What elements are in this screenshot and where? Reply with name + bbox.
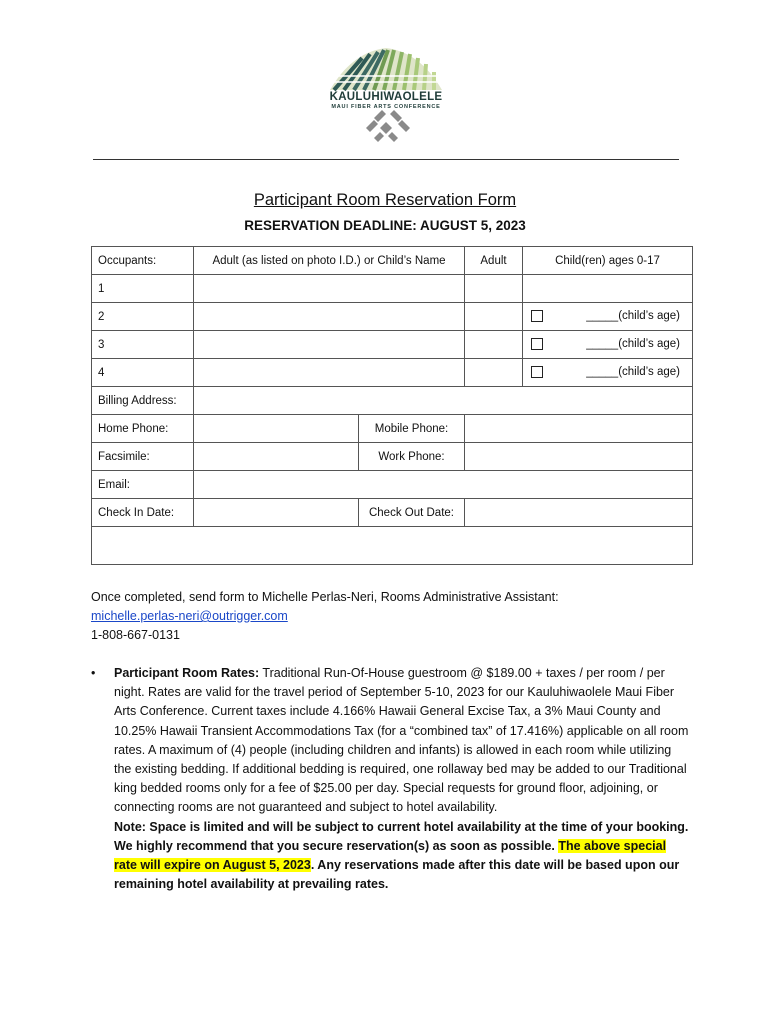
child-checkbox[interactable] — [531, 310, 543, 322]
check-in-label: Check In Date: — [92, 499, 194, 527]
adult-field[interactable] — [465, 359, 523, 387]
form-title: Participant Room Reservation Form — [253, 191, 517, 209]
home-phone-cell — [194, 415, 465, 443]
occupant-row-1 — [92, 275, 693, 303]
occupant-name-field[interactable] — [194, 275, 465, 303]
phone-row — [92, 415, 693, 443]
weave-pattern-icon — [366, 110, 410, 142]
child-age-label: _____(child’s age) — [586, 309, 680, 322]
child-age-label: _____(child’s age) — [586, 337, 680, 350]
billing-address-row — [92, 387, 693, 415]
contact-intro: Once completed, send form to Michelle Perlas-Neri, Rooms Administrative Assistant: — [91, 590, 559, 604]
child-checkbox[interactable] — [531, 338, 543, 350]
occupant-number: 1 — [92, 275, 194, 303]
occupant-row-3 — [92, 331, 693, 359]
rates-note — [114, 820, 688, 892]
billing-address-field[interactable] — [194, 387, 693, 415]
check-out-label: Check Out Date: — [368, 506, 454, 519]
contact-email-link[interactable]: michelle.perlas-neri@outrigger.com — [91, 609, 288, 623]
work-phone-field[interactable] — [465, 443, 693, 471]
bullet-icon: • — [91, 666, 96, 680]
header-divider — [93, 159, 679, 160]
note-text: Note: Space is limited and will be subject to current hotel availability at the time of your booking. We highly recommend that you secure reservation(s) as soon as possible. — [114, 819, 689, 853]
child-age-cell — [523, 331, 693, 359]
occupant-row-2 — [92, 303, 693, 331]
occupant-name-field[interactable] — [194, 359, 465, 387]
check-out-field[interactable] — [465, 499, 693, 527]
rates-heading: Participant Room Rates: — [114, 666, 260, 680]
reservation-deadline: RESERVATION DEADLINE: AUGUST 5, 2023 — [244, 218, 526, 233]
note-text-end: . Any reservations made after this date will be based upon our remaining hotel availability at prevailing rates. — [114, 858, 680, 892]
occupant-number: 4 — [92, 359, 194, 387]
billing-address-label: Billing Address: — [92, 387, 194, 415]
rates-body: Traditional Run-Of-House guestroom @ $189.00 + taxes / per room / per night. Rates are valid for the travel period of September 5-10, 2023 for our Kauluhiwaolele Maui Fiber Arts Conference. Current taxes include 4.166% Hawaii General Excise Tax, a 3% Maui County and 10.25% Hawaii Transient Accommodations Tax (for a “combined tax” of 17.416%) applicable on all room rates. A maximum of (4) people (including children and infants) is allowed in each room while utilizing the existing bedding. If additional bedding is required, one rollaway bed may be added to our Traditional king bedded rooms only for a fee of $25.00 per day. Special requests for ground floor, adjoining, or connecting rooms are not guaranteed and subject to hotel availability. — [114, 666, 689, 815]
children-header: Child(ren) ages 0-17 — [523, 247, 693, 275]
rates-paragraph — [114, 664, 691, 894]
fax-row — [92, 443, 693, 471]
email-label: Email: — [92, 471, 194, 499]
child-age-cell — [523, 359, 693, 387]
child-checkbox[interactable] — [531, 366, 543, 378]
logo-wordmark: KAULUHIWAOLELE — [329, 91, 443, 103]
check-in-cell — [194, 499, 465, 527]
adult-header: Adult — [465, 247, 523, 275]
mobile-phone-field[interactable] — [465, 415, 693, 443]
occupant-number: 3 — [92, 331, 194, 359]
occupant-row-4 — [92, 359, 693, 387]
mobile-phone-label: Mobile Phone: — [374, 422, 449, 435]
child-age-cell — [523, 303, 693, 331]
logo-subtitle: MAUI FIBER ARTS CONFERENCE — [331, 104, 441, 110]
email-row — [92, 471, 693, 499]
facsimile-cell — [194, 443, 465, 471]
note-highlight: The above special rate will expire on August 5, 2023 — [114, 838, 667, 873]
occupant-name-field[interactable] — [194, 331, 465, 359]
facsimile-field[interactable] — [194, 443, 359, 470]
contact-phone: 1-808-667-0131 — [91, 628, 180, 642]
facsimile-label: Facsimile: — [92, 443, 194, 471]
rates-section — [91, 664, 691, 894]
occupant-number: 2 — [92, 303, 194, 331]
email-field[interactable] — [194, 471, 693, 499]
home-phone-field[interactable] — [194, 415, 359, 442]
contact-section — [91, 588, 691, 645]
adult-field[interactable] — [465, 275, 523, 303]
name-header: Adult (as listed on photo I.D.) or Child’s Name — [194, 247, 465, 275]
check-in-field[interactable] — [194, 499, 359, 526]
child-age-label: _____(child’s age) — [586, 365, 680, 378]
home-phone-label: Home Phone: — [92, 415, 194, 443]
leaf-fan-icon — [330, 48, 442, 90]
notes-field[interactable] — [92, 527, 693, 565]
work-phone-label: Work Phone: — [378, 450, 445, 463]
reservation-table — [91, 246, 693, 565]
dates-row — [92, 499, 693, 527]
child-age-field[interactable] — [523, 275, 693, 303]
occupant-name-field[interactable] — [194, 303, 465, 331]
adult-field[interactable] — [465, 331, 523, 359]
table-header-row — [92, 247, 693, 275]
notes-row — [92, 527, 693, 565]
adult-field[interactable] — [465, 303, 523, 331]
occupants-header: Occupants: — [92, 247, 194, 275]
